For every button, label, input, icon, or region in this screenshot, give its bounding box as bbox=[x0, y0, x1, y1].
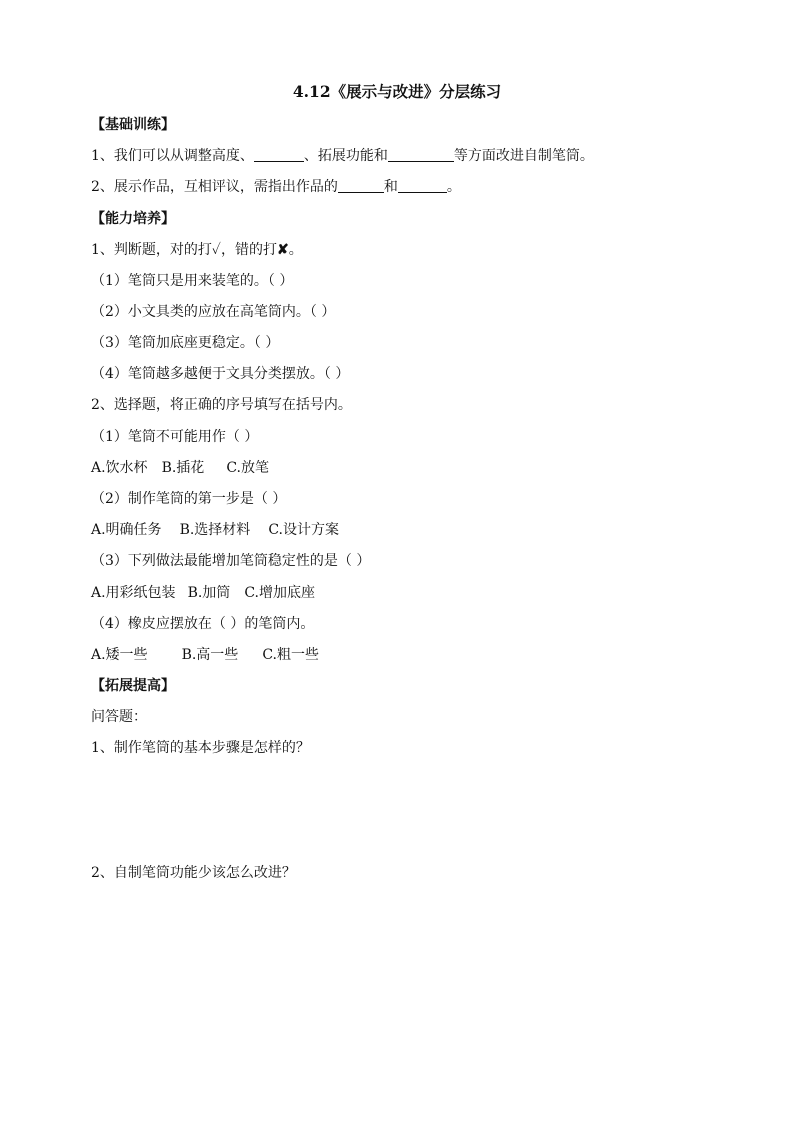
basic-q1-text-b: 、拓展功能和 bbox=[303, 148, 388, 164]
basic-q1-text-c: 等方面改进自制笔筒。 bbox=[453, 148, 594, 164]
cross-mark-icon: ✘ bbox=[276, 242, 289, 258]
choice-question-2: （2）制作笔筒的第一步是（ ） bbox=[91, 491, 287, 507]
option-a: A.矮一些 bbox=[91, 647, 148, 663]
answer-blank[interactable] bbox=[388, 147, 454, 162]
qa-question-1: 1、制作笔筒的基本步骤是怎样的？ bbox=[91, 740, 310, 756]
judge-item-2: （2）小文具类的应放在高笔筒内。（ ） bbox=[91, 304, 336, 320]
option-b: B.高一些 bbox=[181, 647, 239, 663]
basic-q2-text-b: 和 bbox=[383, 179, 398, 195]
judge-item-3: （3）笔筒加底座更稳定。（ ） bbox=[91, 335, 280, 351]
qa-question-2: 2、自制笔筒功能少该怎么改进？ bbox=[91, 865, 296, 881]
judge-item-1: （1）笔筒只是用来装笔的。（ ） bbox=[91, 273, 294, 289]
worksheet-title: 4.12《展示与改进》分层练习 bbox=[292, 82, 502, 101]
judge-prompt-a: 1、判断题，对的打 bbox=[91, 242, 212, 258]
choice-question-4: （4）橡皮应摆放在（ ）的笔筒内。 bbox=[91, 616, 315, 632]
check-mark-icon: ✓ bbox=[211, 242, 221, 258]
option-b: B.选择材料 bbox=[179, 522, 251, 538]
choice-question-1: （1）笔筒不可能用作（ ） bbox=[91, 429, 259, 445]
option-c: C.放笔 bbox=[226, 460, 269, 476]
choice-prompt: 2、选择题，将正确的序号填写在括号内。 bbox=[91, 397, 352, 413]
answer-blank[interactable] bbox=[398, 178, 447, 193]
option-b: B.加筒 bbox=[187, 585, 231, 601]
answer-blank[interactable] bbox=[254, 147, 304, 162]
choice-options-3 bbox=[91, 584, 315, 602]
choice-options-2 bbox=[91, 521, 339, 539]
option-c: C.粗一些 bbox=[262, 647, 319, 663]
option-a: A.饮水杯 bbox=[91, 460, 148, 476]
qa-intro: 问答题： bbox=[91, 709, 147, 725]
option-a: A.用彩纸包装 bbox=[91, 585, 176, 601]
judge-prompt-b: ，错的打 bbox=[220, 242, 277, 258]
judge-prompt bbox=[91, 241, 303, 259]
option-a: A.明确任务 bbox=[91, 522, 162, 538]
choice-options-1 bbox=[91, 459, 269, 477]
section-heading-extension: 【拓展提高】 bbox=[91, 678, 175, 694]
judge-item-4: （4）笔筒越多越便于文具分类摆放。（ ） bbox=[91, 366, 350, 382]
basic-q2-text-a: 2、展示作品，互相评议，需指出作品的 bbox=[91, 179, 338, 195]
option-c: C.增加底座 bbox=[244, 585, 315, 601]
basic-q2-text-c: 。 bbox=[446, 179, 461, 195]
option-c: C.设计方案 bbox=[268, 522, 339, 538]
choice-options-4 bbox=[91, 646, 319, 664]
answer-blank[interactable] bbox=[338, 178, 384, 193]
section-heading-basic: 【基础训练】 bbox=[91, 117, 175, 133]
choice-question-3: （3）下列做法最能增加笔筒稳定性的是（ ） bbox=[91, 553, 371, 569]
option-b: B.插花 bbox=[161, 460, 205, 476]
judge-prompt-c: 。 bbox=[288, 242, 303, 258]
section-heading-ability: 【能力培养】 bbox=[91, 211, 175, 227]
basic-question-2 bbox=[91, 178, 461, 196]
basic-q1-text-a: 1、我们可以从调整高度、 bbox=[91, 148, 254, 164]
basic-question-1 bbox=[91, 147, 594, 165]
